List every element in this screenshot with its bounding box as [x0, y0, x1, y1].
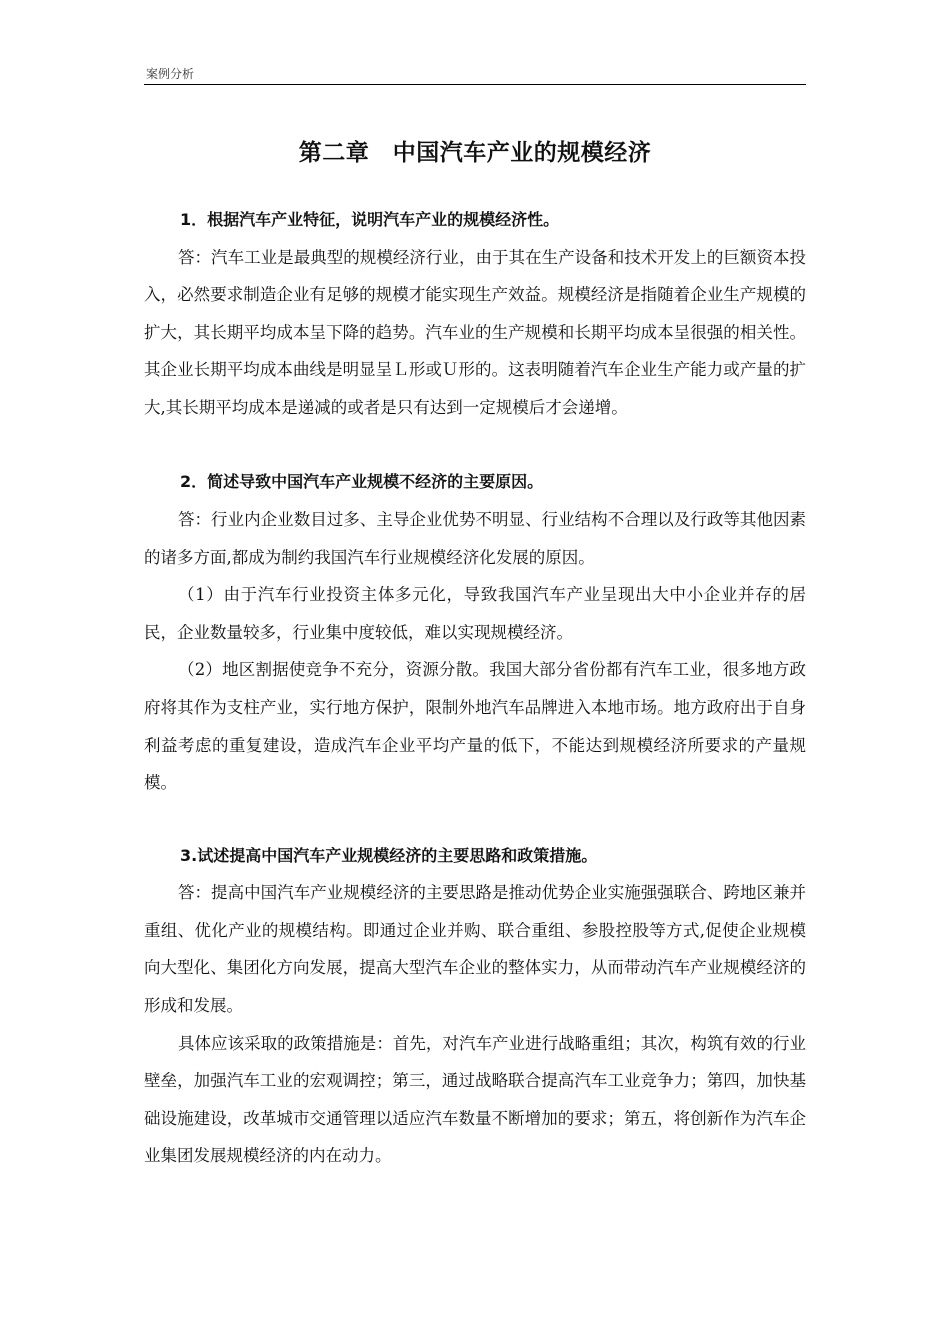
chapter-title: 第二章 中国汽车产业的规模经济: [298, 140, 652, 166]
section-spacer: [144, 426, 806, 464]
answer-1-paragraph: 答：汽车工业是最典型的规模经济行业，由于其在生产设备和技术开发上的巨额资本投入，必然要求制造企业有足够的规模才能实现生产效益。规模经济是指随着企业生产规模的扩大，其长期平均成本呈下降的趋势。汽车业的生产规模和长期平均成本呈很强的相关性。其企业长期平均成本曲线是明显呈Ｌ形或Ｕ形的。这表明随着汽车企业生产能力或产量的扩大,其长期平均成本是递减的或者是只有达到一定规模后才会递增。: [144, 247, 806, 417]
question-3: 3.试述提高中国汽车产业规模经济的主要思路和政策措施。: [180, 845, 598, 865]
page-header: [144, 64, 806, 85]
answer-2-paragraph: 答：行业内企业数目过多、主导企业优势不明显、行业结构不合理以及行政等其他因素的诸多方面,都成为制约我国汽车行业规模经济化发展的原因。: [144, 509, 806, 567]
answer-2-point-2: （2）地区割据使竞争不充分，资源分散。我国大部分省份都有汽车工业，很多地方政府将其作为支柱产业，实行地方保护，限制外地汽车品牌进入本地市场。地方政府出于自身利益考虑的重复建设，造成汽车企业平均产量的低下，不能达到规模经济所要求的产量规模。: [144, 660, 806, 793]
question-2: 2．简述导致中国汽车产业规模不经济的主要原因。: [180, 472, 544, 492]
section-spacer: [144, 802, 806, 838]
answer-2-point-1: （1）由于汽车行业投资主体多元化，导致我国汽车产业呈现出大中小企业并存的居民，企业数量较多，行业集中度较低，难以实现规模经济。: [144, 585, 806, 642]
header-label: 案例分析: [146, 67, 195, 81]
question-1: 1．根据汽车产业特征，说明汽车产业的规模经济性。: [180, 210, 560, 229]
answer-3-paragraph: 答：提高中国汽车产业规模经济的主要思路是推动优势企业实施强强联合、跨地区兼并重组、优化产业的规模结构。即通过企业并购、联合重组、参股控股等方式,促使企业规模向大型化、集团化方向发展，提高大型汽车企业的整体实力，从而带动汽车产业规模经济的形成和发展。: [144, 883, 806, 1015]
answer-3-measures: 具体应该采取的政策措施是：首先，对汽车产业进行战略重组；其次，构筑有效的行业壁垒，加强汽车工业的宏观调控；第三，通过战略联合提高汽车工业竞争力；第四，加快基础设施建设，改革城市交通管理以适应汽车数量不断增加的要求；第五，将创新作为汽车企业集团发展规模经济的内在动力。: [144, 1033, 806, 1166]
document-body: [144, 202, 806, 1175]
